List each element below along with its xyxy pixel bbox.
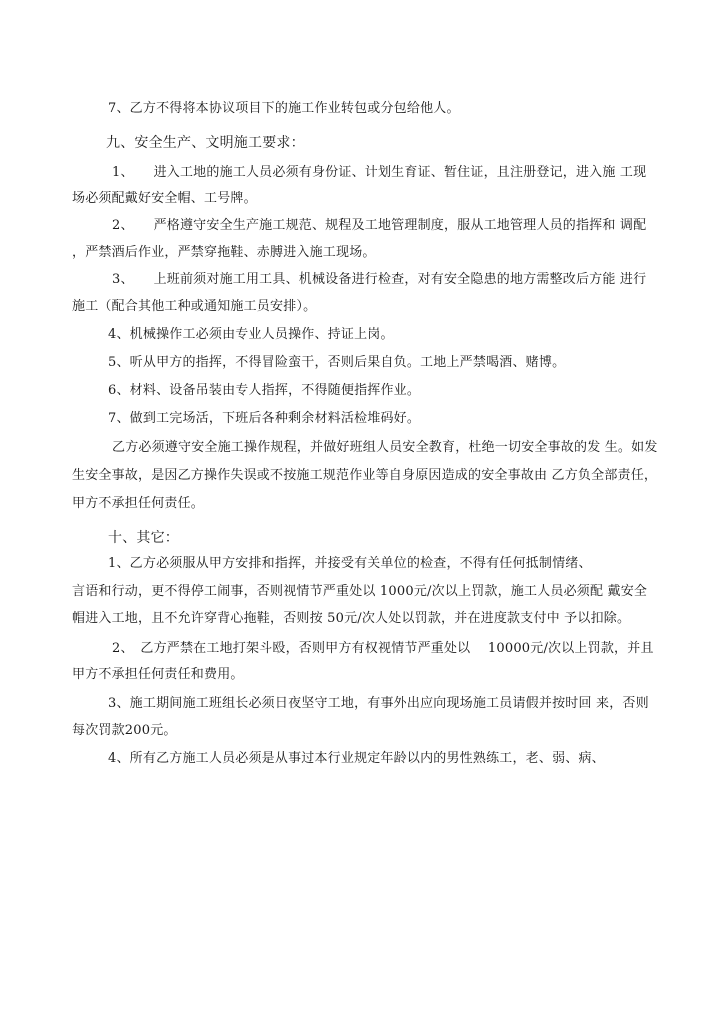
section-heading-safety: 九、安全生产、文明施工要求： [106,135,305,151]
text-line: 乙方必须遵守安全施工操作规程，并做好班组人员安全教育，杜绝一切安全事故的发 生。如发 [112,440,658,455]
text-line: 甲方不承担任何责任和费用。 [72,667,244,682]
text-line: 3、施工期间施工班组长必须日夜坚守工地，有事外出应向现场施工员请假并按时回 来，否则 [108,696,649,711]
text-line: 7、乙方不得将本协议项目下的施工作业转包或分包给他人。 [108,101,460,116]
text-line: 场必须配戴好安全帽、工号牌。 [72,191,257,206]
text-line: 1、 进入工地的施工人员必须有身份证、计划生育证、暂住证，且注册登记，进入施 工现 [112,165,647,180]
text-line: 4、所有乙方施工人员必须是从事过本行业规定年龄以内的男性熟练工，老、弱、病、 [108,751,605,766]
text-line: 2、 严格遵守安全生产施工规范、规程及工地管理制度，服从工地管理人员的指挥和 调配 [112,218,647,233]
section-heading-other: 十、其它： [108,530,179,546]
text-line: 7、做到工完场活，下班后各种剩余材料活检堆码好。 [108,411,421,426]
text-line: 1、乙方必须服从甲方安排和指挥，并接受有关单位的检查，不得有任何抵制情绪、 [108,556,592,571]
text-line: 4、机械操作工必须由专业人员操作、持证上岗。 [108,327,394,342]
text-line: 3、 上班前须对施工用工具、机械设备进行检查，对有安全隐患的地方需整改后方能 进行 [112,272,647,287]
text-line: 6、材料、设备吊装由专人指挥，不得随便指挥作业。 [108,383,421,398]
text-line: 帽进入工地，且不允许穿背心拖鞋，否则按 50元/次人处以罚款，并在进度款支付中 予以扣除。 [72,611,631,626]
text-line: 甲方不承担任何责任。 [72,496,205,511]
text-line: 2、 乙方严禁在工地打架斗殴，否则甲方有权视情节严重处以 10000元/次以上罚款，并且 [112,641,654,656]
text-line: 施工（配合其他工种或通知施工员安排）。 [72,299,317,314]
text-line: 每次罚款200元。 [72,723,177,738]
text-line: 言语和行动，更不得停工闹事，否则视情节严重处以 1000元/次以上罚款，施工人员必须配 戴安全 [72,584,648,599]
text-line: 生安全事故，是因乙方操作失误或不按施工规范作业等自身原因造成的安全事故由 乙方负全部责任， [72,468,658,483]
text-line: 5、听从甲方的指挥，不得冒险蛮干，否则后果自负。工地上严禁喝酒、赌博。 [108,355,566,370]
text-line: ，严禁酒后作业，严禁穿拖鞋、赤膊进入施工现场。 [72,245,376,260]
